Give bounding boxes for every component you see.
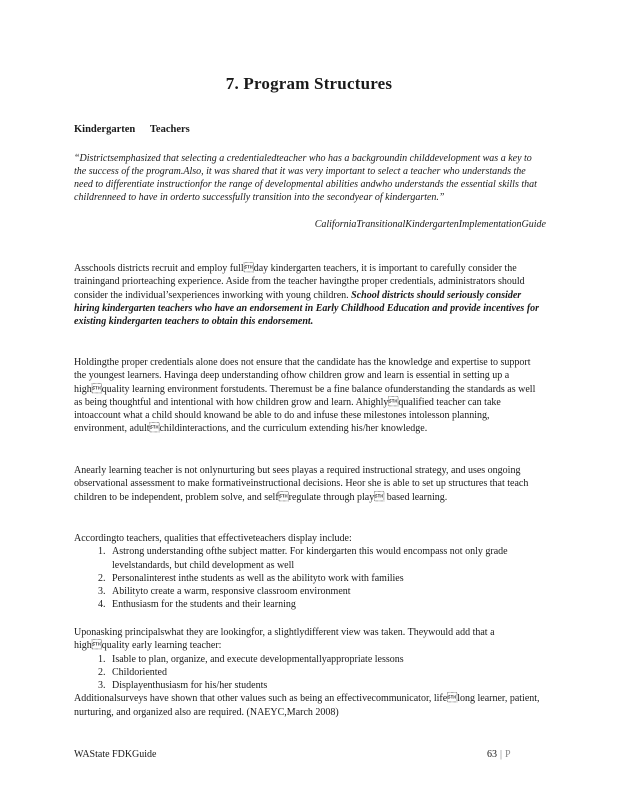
list-item: 3. Abilityto create a warm, responsive classroom environment — [108, 585, 544, 598]
list-item: 2. Personalinterest inthe students as well as the abilityto work with families — [108, 572, 544, 585]
paragraph-credentials — [74, 356, 544, 436]
section-title: 7. Program Structures — [225, 74, 393, 93]
paragraph-hiring — [74, 262, 544, 328]
paragraph-principal-view — [74, 626, 544, 719]
heading-kindergarten: Kindergarten — [74, 124, 136, 135]
paragraph-early-learning-text: Anearly learning teacher is not onlynurturing but sees playas a required instructional strategy, and uses ongoing observational assessment to make formativeinstructional decisions. Heor she is able to set up structures that teach children to be independent, problem solve, and selfregulate through play based learning. — [74, 465, 529, 503]
list-item: 3. Displayenthusiasm for his/her students — [108, 679, 544, 692]
teacher-qualities-intro: Accordingto teachers, qualities that effectiveteachers display include: — [74, 533, 352, 544]
list-item: 1. Isable to plan, organize, and execute developmentallyappropriate lessons — [108, 653, 544, 666]
subsection-heading — [74, 124, 190, 135]
list-item: 1. Astrong understanding ofthe subject matter. For kindergarten this would encompass not only grade levelstandards, but child development as well — [108, 545, 544, 572]
paragraph-credentials-text: Holdingthe proper credentials alone does not ensure that the candidate has the knowledge and expertise to support the youngest learners. Havinga deep understanding ofhow children grow and learn is essential in setting up a highquality learning environment forstudents. Theremust be a fine balance ofunderstanding the standards as well as being thoughtful and intentional with how children grow and learn. Ahighlyqualified teacher can take intoaccount what a child should knowand be able to do and infuse these milestones intolesson planning, environment, adultchildinteractions, and the curriculum extending his/her knowledge. — [74, 357, 536, 435]
paragraph-teacher-qualities — [74, 532, 544, 612]
footer-guide-name: WAState FDKGuide — [74, 749, 157, 760]
page-separator: | — [500, 749, 503, 760]
paragraph-early-learning — [74, 464, 544, 504]
page-number: 63 — [487, 749, 497, 760]
page-label: P — [505, 749, 511, 760]
teacher-qualities-list — [74, 545, 544, 611]
principal-view-closing: Additionalsurveys have shown that other values such as being an effectivecommunicator, lifelong learner, patient, nurturing, and organized also are required. (NAEYC,March 2008) — [74, 693, 540, 718]
quote-text: “Districtsemphasized that selecting a credentialedteacher who has a backgroundin childdevelopment was a key to the success of the program.Also, it was shared that it was very important to select a teacher who understands the need to differentiate instructionfor the range of developmental abilities andwho understands the essential skills that childrenneed to have in orderto successfully transition into the secondyear of kindergarten.” — [74, 153, 537, 203]
list-item: 2. Childoriented — [108, 666, 544, 679]
block-quote — [74, 152, 546, 204]
paragraph-hiring-emphasis: School districts should seriously consider hiring kindergarten teachers who have an endorsement in Early Childhood Education and provide incentives for existing kindergarten teachers to obtain this endorsement. — [74, 289, 540, 328]
quote-source: CaliforniaTransitionalKindergartenImplementationGuide — [314, 219, 546, 230]
principal-view-intro: Uponasking principalswhat they are lookingfor, a slightlydifferent view was taken. Theywould add that a highquality early learning teacher: — [74, 627, 495, 652]
list-item: 4. Enthusiasm for the students and their learning — [108, 598, 544, 611]
footer-page-number — [487, 749, 511, 760]
paragraph-hiring-text: Asschools districts recruit and employ fullday kindergarten teachers, it is important to carefully consider the trainingand priorteaching experience. Aside from the teacher havingthe proper credentials, administrators should consider the individual’sexperiences inworking with young children. — [74, 263, 525, 301]
principal-view-list — [74, 653, 544, 693]
heading-teachers: Teachers — [149, 124, 190, 135]
